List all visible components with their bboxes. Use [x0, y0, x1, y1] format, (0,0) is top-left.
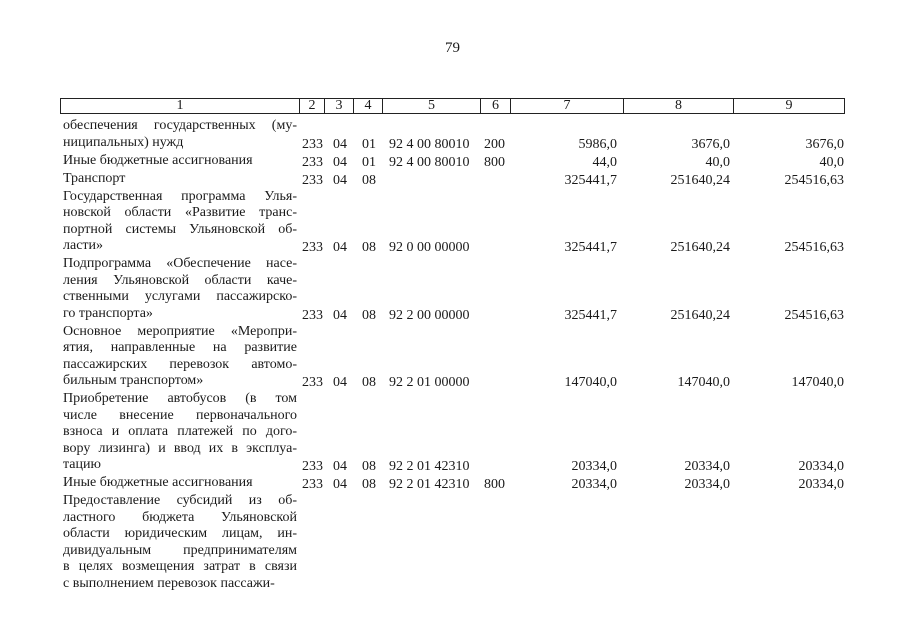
cell-c3: 04	[333, 154, 347, 170]
cell-c3: 04	[333, 172, 347, 188]
cell-c9: 20334,0	[798, 477, 844, 492]
description-line: ниципальных) нужд	[63, 134, 184, 150]
description-line: Приобретение автобусов (в том	[63, 391, 297, 406]
cell-c7: 20334,0	[571, 477, 617, 492]
cell-c4: 01	[362, 136, 376, 152]
description-line: Иные бюджетные ассигнования	[63, 475, 253, 490]
cell-c9: 254516,63	[784, 172, 844, 188]
description-line: Государственная программа Улья-	[63, 188, 297, 204]
cell-c3: 04	[333, 459, 347, 474]
header-col-1: 1	[61, 99, 300, 113]
description-line: ласти»	[63, 238, 104, 253]
cell-c8: 251640,24	[670, 240, 730, 255]
description-line: ственными услугами пассажирско-	[63, 289, 297, 304]
row-description	[63, 493, 297, 592]
table-row	[0, 493, 905, 592]
description-line: взноса и оплата платежей по дого-	[63, 424, 297, 439]
cell-c8: 20334,0	[684, 477, 730, 492]
cell-c8: 20334,0	[684, 459, 730, 474]
description-line: вору лизинга) и ввод их в эксплуа-	[63, 440, 297, 456]
cell-c9: 254516,63	[784, 240, 844, 255]
cell-c4: 08	[362, 375, 376, 390]
cell-c7: 44,0	[592, 154, 617, 170]
cell-c5: 92 2 01 42310	[389, 477, 470, 492]
cell-c5: 92 2 01 42310	[389, 459, 470, 474]
cell-c8: 3676,0	[691, 136, 730, 152]
cell-c3: 04	[333, 136, 347, 152]
description-line: новской области «Развитие транс-	[63, 205, 297, 220]
description-line: Основное мероприятие «Меропри-	[63, 323, 297, 339]
cell-c7: 147040,0	[564, 375, 617, 390]
cell-c2: 233	[302, 136, 323, 152]
cell-c9: 147040,0	[791, 375, 844, 390]
description-line: Подпрограмма «Обеспечение насе-	[63, 256, 297, 271]
cell-c6: 200	[484, 136, 505, 152]
header-col-8: 8	[624, 99, 734, 113]
cell-c4: 08	[362, 172, 376, 188]
description-line: портной системы Ульяновской об-	[63, 221, 297, 237]
cell-c4: 08	[362, 240, 376, 255]
cell-c2: 233	[302, 240, 323, 255]
description-line: области юридическим лицам, ин-	[63, 526, 297, 541]
cell-c5: 92 2 00 00000	[389, 307, 470, 323]
header-col-6: 6	[481, 99, 511, 113]
description-line: дивидуальным предпринимателям	[63, 542, 297, 558]
description-line: пассажирских перевозок автомо-	[63, 356, 297, 372]
description-line: числе внесение первоначального	[63, 407, 297, 423]
table-header	[60, 98, 845, 114]
description-line: с выполнением перевозок пассажи-	[63, 575, 275, 591]
description-line: ятия, направленные на развитие	[63, 340, 297, 355]
description-line: Предоставление субсидий из об-	[63, 493, 297, 508]
cell-c8: 147040,0	[677, 375, 730, 390]
row-description	[63, 475, 297, 492]
description-line: го транспорта»	[63, 305, 153, 321]
row-description	[63, 391, 297, 474]
table-row	[0, 256, 905, 322]
table-row	[0, 189, 905, 255]
cell-c2: 233	[302, 477, 323, 492]
row-description	[63, 256, 297, 322]
cell-c3: 04	[333, 375, 347, 390]
description-line: тацию	[63, 457, 101, 472]
description-line: ления Ульяновской области каче-	[63, 272, 297, 288]
cell-c9: 3676,0	[805, 136, 844, 152]
cell-c7: 325441,7	[564, 172, 617, 188]
cell-c6: 800	[484, 477, 505, 492]
cell-c5: 92 0 00 00000	[389, 240, 470, 255]
cell-c4: 08	[362, 459, 376, 474]
cell-c2: 233	[302, 459, 323, 474]
header-col-3: 3	[325, 99, 354, 113]
cell-c2: 233	[302, 154, 323, 170]
row-description	[63, 153, 297, 170]
cell-c3: 04	[333, 307, 347, 323]
table-row	[0, 391, 905, 474]
cell-c9: 20334,0	[798, 459, 844, 474]
cell-c2: 233	[302, 375, 323, 390]
cell-c7: 20334,0	[571, 459, 617, 474]
cell-c5: 92 4 00 80010	[389, 136, 470, 152]
row-description	[63, 324, 297, 390]
table-row	[0, 475, 905, 492]
row-description	[63, 118, 297, 151]
cell-c4: 08	[362, 307, 376, 323]
header-col-5: 5	[383, 99, 481, 113]
cell-c4: 08	[362, 477, 376, 492]
cell-c6: 800	[484, 154, 505, 170]
cell-c3: 04	[333, 240, 347, 255]
table-row	[0, 153, 905, 170]
cell-c8: 251640,24	[670, 172, 730, 188]
cell-c9: 254516,63	[784, 307, 844, 323]
cell-c5: 92 2 01 00000	[389, 375, 470, 390]
description-line: Транспорт	[63, 170, 126, 186]
description-line: бильным транспортом»	[63, 373, 204, 388]
description-line: обеспечения государственных (му-	[63, 118, 297, 133]
cell-c3: 04	[333, 477, 347, 492]
cell-c9: 40,0	[819, 154, 844, 170]
header-col-9: 9	[785, 98, 793, 113]
cell-c2: 233	[302, 307, 323, 323]
cell-c2: 233	[302, 172, 323, 188]
cell-c8: 251640,24	[670, 307, 730, 323]
page-number: 79	[445, 40, 460, 56]
cell-c4: 01	[362, 154, 376, 170]
row-description	[63, 189, 297, 255]
cell-c8: 40,0	[705, 154, 730, 170]
cell-c7: 5986,0	[578, 136, 617, 152]
header-col-2: 2	[300, 99, 325, 113]
description-line: Иные бюджетные ассигнования	[63, 152, 253, 168]
description-line: в целях возмещения затрат в связи	[63, 559, 297, 574]
cell-c7: 325441,7	[564, 307, 617, 323]
table-row	[0, 171, 905, 188]
cell-c7: 325441,7	[564, 240, 617, 255]
header-col-7: 7	[511, 99, 624, 113]
row-description	[63, 171, 297, 188]
header-col-4: 4	[354, 99, 383, 113]
description-line: ластного бюджета Ульяновской	[63, 509, 297, 525]
table-row	[0, 324, 905, 390]
cell-c5: 92 4 00 80010	[389, 154, 470, 170]
table-row	[0, 118, 905, 151]
